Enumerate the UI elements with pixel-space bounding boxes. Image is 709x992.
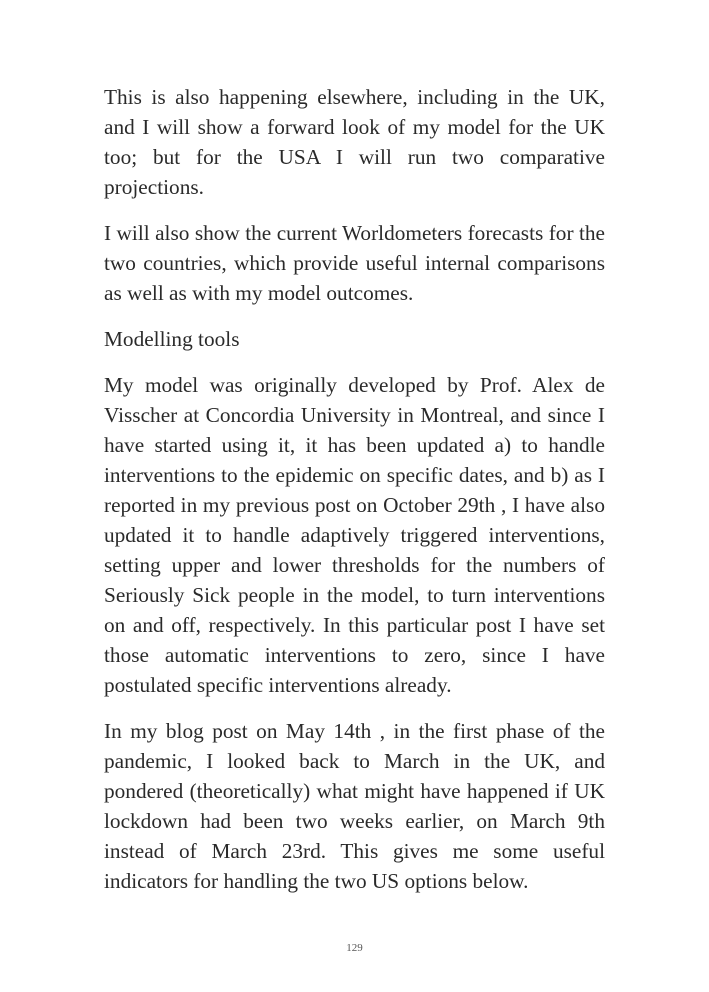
page-number: 129 xyxy=(346,942,363,954)
body-text xyxy=(104,82,605,912)
paragraph-blog-post: In my blog post on May 14th , in the first phase of the pandemic, I looked back to March in the UK, and pondered (theoretically) what might have happened if UK lockdown had been two weeks earlier, on March 9th instead of March 23rd. This gives me some useful indicators for handling the two US options below. xyxy=(104,719,605,893)
paragraph-worldometers: I will also show the current Worldometers forecasts for the two countries, which provide useful internal comparisons as well as with my model outcomes. xyxy=(104,221,605,305)
paragraph-model-description: My model was originally developed by Prof. Alex de Visscher at Concordia University in Montreal, and since I have started using it, it has been updated a) to handle interventions to the epidemic on specific dates, and b) as I reported in my previous post on October 29th , I have also updated it to handle adaptively triggered interventions, setting upper and lower thresholds for the numbers of Seriously Sick people in the model, to turn interventions on and off, respectively. In this particular post I have set those automatic interventions to zero, since I have postulated specific interventions already. xyxy=(104,373,605,697)
section-heading-modelling-tools: Modelling tools xyxy=(104,327,240,351)
paragraph-uk-projections: This is also happening elsewhere, including in the UK, and I will show a forward look of my model for the UK too; but for the USA I will run two comparative projections. xyxy=(104,85,605,199)
